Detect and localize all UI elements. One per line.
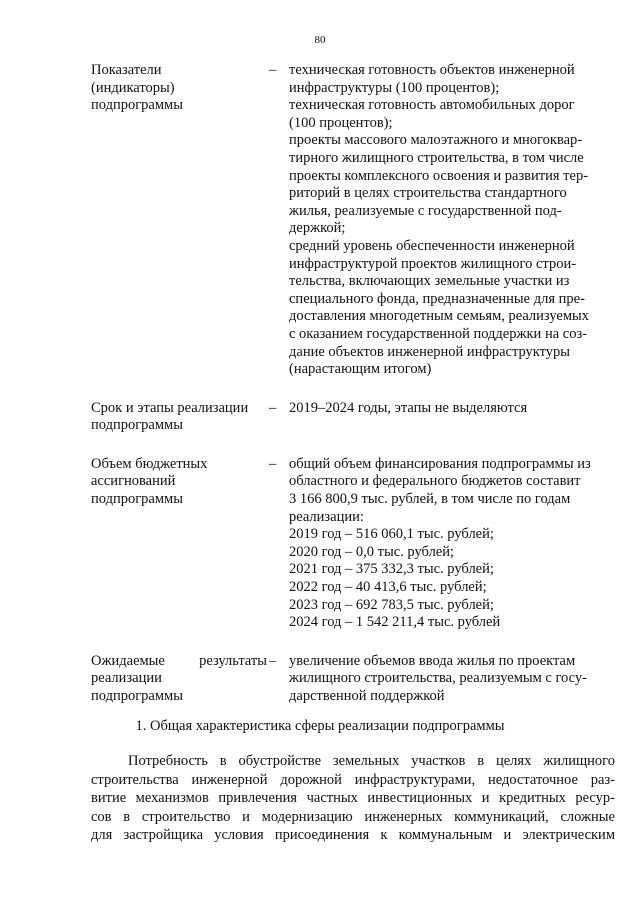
- passport-row-timeline: [91, 400, 615, 435]
- value-line: держкой;: [289, 220, 346, 237]
- body-paragraph: [91, 752, 615, 845]
- value-line: реализации:: [289, 508, 364, 525]
- label-line: подпрограммы: [91, 688, 183, 704]
- row-dash: –: [269, 455, 277, 472]
- value-line: инфраструктуры (100 процентов);: [289, 79, 500, 96]
- value-line: дание объектов инженерной инфраструктуры: [289, 343, 571, 360]
- passport-row-label: [91, 456, 267, 632]
- value-line: тельства, включающих земельные участки из: [289, 273, 570, 290]
- budget-year-2020: 2020 год – 0,0 тыс. рублей;: [289, 543, 455, 560]
- value-line: риторий в целях строительства стандартного: [289, 185, 567, 202]
- value-line: инфраструктурой проектов жилищного строи-: [289, 255, 577, 272]
- budget-year-2023: 2023 год – 692 783,5 тыс. рублей;: [289, 596, 494, 613]
- label-line: подпрограммы: [91, 491, 183, 508]
- passport-row-label: [91, 653, 267, 706]
- passport-row-budget: [91, 456, 615, 632]
- paragraph-line: сов в строительство и модернизацию инженерных коммуникаций, сложные: [91, 808, 615, 825]
- budget-year-2022: 2022 год – 40 413,6 тыс. рублей;: [289, 579, 487, 596]
- passport-row-label: [91, 62, 267, 379]
- label-line: Ожидаемые результаты: [91, 652, 267, 669]
- value-line: проекты комплексного освоения и развития тер-: [289, 167, 589, 184]
- value-line: техническая готовность автомобильных дорог: [289, 97, 575, 114]
- row-dash: –: [269, 652, 277, 669]
- value-line: (100 процентов);: [289, 114, 393, 131]
- value-line: жилищного строительства, реализуемым с госу-: [289, 670, 587, 687]
- budget-year-2019: 2019 год – 516 060,1 тыс. рублей;: [289, 526, 494, 543]
- passport-row-value: [289, 653, 615, 706]
- row-dash: –: [269, 62, 277, 78]
- value-line: специального фонда, предназначенные для пре-: [289, 290, 585, 307]
- passport-row-value: [289, 456, 615, 632]
- label-line: реализации: [91, 670, 162, 687]
- value-line: проекты массового малоэтажного и многоквар-: [289, 132, 583, 149]
- budget-year-2021: 2021 год – 375 332,3 тыс. рублей;: [289, 561, 494, 578]
- value-line: средний уровень обеспеченности инженерной: [289, 237, 575, 254]
- passport-row-results: [91, 653, 615, 706]
- value-line: тирного жилищного строительства, в том числе: [289, 149, 584, 166]
- subprogram-passport-table: [91, 62, 615, 727]
- paragraph-line: для застройщика условия присоединения к коммунальным и электрическим: [91, 827, 615, 844]
- value-line: с оказанием государственной поддержки на соз-: [289, 325, 588, 342]
- value-line: 2019–2024 годы, этапы не выделяются: [289, 399, 528, 416]
- value-line: увеличение объемов ввода жилья по проектам: [289, 652, 576, 669]
- value-line: доставления многодетным семьям, реализуемых: [289, 308, 590, 325]
- value-line: общий объем финансирования подпрограммы из: [289, 455, 591, 472]
- label-line: подпрограммы: [91, 97, 183, 114]
- value-line: 3 166 800,9 тыс. рублей, в том числе по годам: [289, 491, 571, 508]
- label-line: ассигнований: [91, 473, 176, 490]
- page-number: 80: [314, 34, 326, 46]
- label-line: Срок и этапы реализации: [91, 399, 249, 416]
- value-line: областного и федерального бюджетов составит: [289, 473, 581, 490]
- value-line: (нарастающим итогом): [289, 361, 432, 378]
- value-line: дарственной поддержкой: [289, 688, 445, 704]
- passport-row-value: [289, 62, 615, 379]
- label-line: (индикаторы): [91, 79, 175, 96]
- label-line: подпрограммы: [91, 417, 183, 434]
- label-line: Объем бюджетных: [91, 455, 208, 472]
- paragraph-line: витие механизмов привлечения частных инвестиционных и кредитных ресур-: [91, 790, 615, 807]
- paragraph-line: строительства инженерной дорожной инфраструктурами, недостаточное раз-: [91, 771, 615, 788]
- passport-row-value: [289, 400, 615, 435]
- value-line: жилья, реализуемые с государственной под-: [289, 202, 562, 219]
- passport-row-indicators: [91, 62, 615, 379]
- paragraph-line: Потребность в обустройстве земельных участков в целях жилищного: [128, 753, 615, 769]
- passport-row-label: [91, 400, 267, 435]
- section-heading: 1. Общая характеристика сферы реализации подпрограммы: [135, 718, 505, 734]
- value-line: техническая готовность объектов инженерной: [289, 62, 575, 78]
- label-line: Показатели: [91, 62, 162, 78]
- row-dash: –: [269, 399, 277, 416]
- budget-year-2024: 2024 год – 1 542 211,4 тыс. рублей: [289, 614, 501, 631]
